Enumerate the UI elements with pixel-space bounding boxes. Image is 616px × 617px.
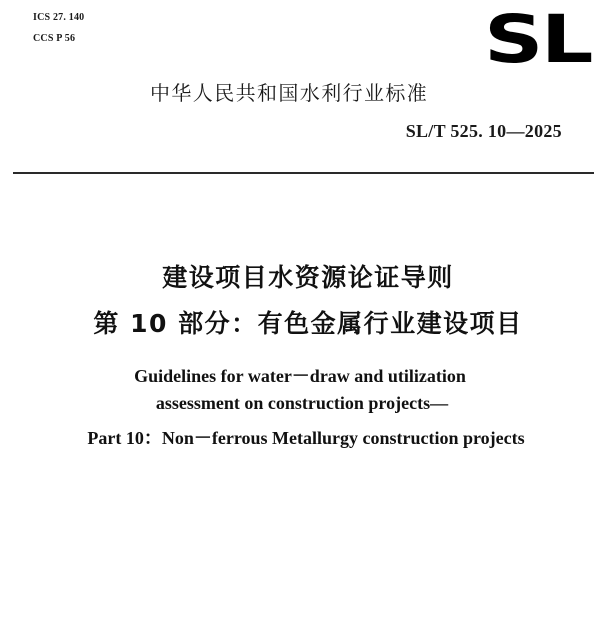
ministry-standard-line: 中华人民共和国水利行业标准 — [150, 81, 429, 105]
sl-logo: SL — [484, 1, 591, 78]
ics-code: ICS 27. 140 — [33, 12, 85, 23]
english-title-line-2: assessment on construction projects— — [155, 393, 449, 413]
chinese-title-line-1: 建设项目水资源论证导则 — [162, 263, 454, 292]
standard-number: SL/T 525. 10—2025 — [405, 121, 562, 141]
header-divider — [13, 172, 594, 174]
english-title-line-1: Guidelines for water－draw and utilization — [134, 366, 466, 386]
chinese-title-line-2: 第 10 部分：有色金属行业建设项目 — [93, 309, 523, 338]
english-title-line-3: Part 10：Non－ferrous Metallurgy construction projects — [87, 428, 525, 448]
ccs-code: CCS P 56 — [33, 33, 76, 44]
